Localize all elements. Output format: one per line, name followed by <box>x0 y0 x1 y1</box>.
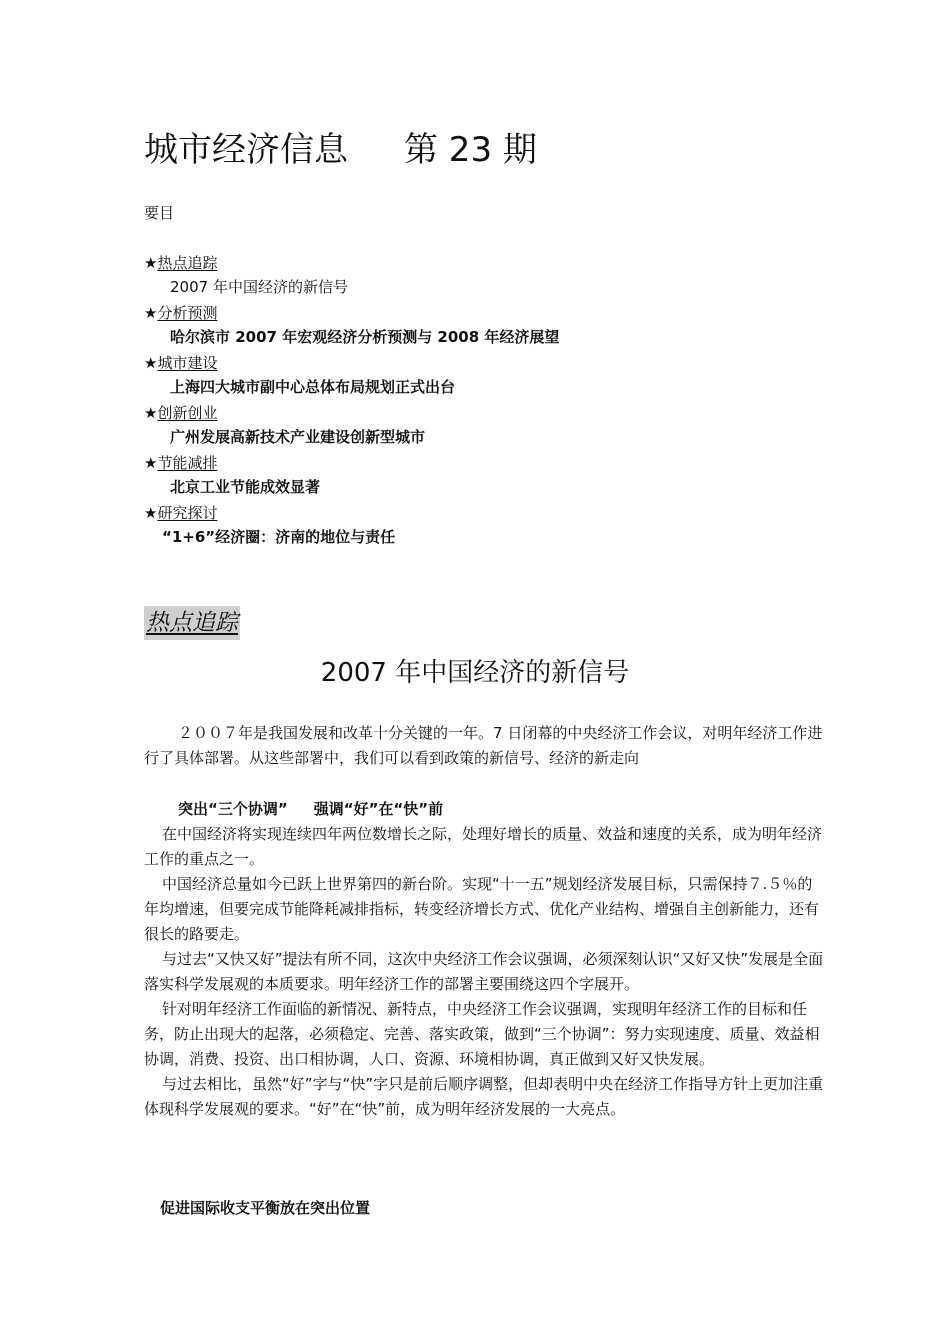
table-of-contents <box>144 251 824 551</box>
toc-category-link[interactable]: 城市建设 <box>157 354 218 372</box>
toc-category <box>144 501 824 525</box>
body-paragraph: 中国经济总量如今已跃上世界第四的新台阶。实现“十一五”规划经济发展目标，只需保持７.５％的年均增速，但要完成节能降耗减排指标，转变经济增长方式、优化产业结构、增强自主创新能力，还有很长的路要走。 <box>144 875 820 943</box>
toc-heading: 要目 <box>144 204 175 222</box>
body-paragraph: 针对明年经济工作面临的新情况、新特点，中央经济工作会议强调，实现明年经济工作的目标和任务，防止出现大的起落，必须稳定、完善、落实政策，做到“三个协调”：努力实现速度、质量、效益相协调，消费、投资、出口相协调，人口、资源、环境相协调，真正做到又好又快发展。 <box>144 1000 820 1068</box>
toc-entry-title: “1+6”经济圈：济南的地位与责任 <box>162 528 396 546</box>
article-title: 2007 年中国经济的新信号 <box>320 658 630 688</box>
toc-entry-title: 2007 年中国经济的新信号 <box>170 278 348 296</box>
toc-category <box>144 251 824 275</box>
star-icon: ★ <box>144 304 158 322</box>
body-paragraph: 与过去“又快又好”提法有所不同，这次中央经济工作会议强调，必须深刻认识“又好又快”发展是全面落实科学发展观的本质要求。明年经济工作的部署主要围绕这四个字展开。 <box>144 950 824 993</box>
toc-section-energy-saving <box>144 451 824 501</box>
subhead-part: 突出“三个协调” <box>178 800 288 818</box>
toc-category-link[interactable]: 研究探讨 <box>157 504 218 522</box>
toc-category <box>144 451 824 475</box>
toc-section-hot-topics <box>144 251 824 301</box>
toc-category <box>144 401 824 425</box>
body-paragraph: 与过去相比，虽然“好”字与“快”字只是前后顺序调整，但却表明中央在经济工作指导方针上更加注重体现科学发展观的要求。“好”在“快”前，成为明年经济发展的一大亮点。 <box>144 1075 824 1118</box>
lead-paragraph: ２００７年是我国发展和改革十分关键的一年。7 日闭幕的中央经济工作会议，对明年经济工作进行了具体部署。从这些部署中，我们可以看到政策的新信号、经济的新走向 <box>144 724 823 767</box>
star-icon: ★ <box>144 354 158 372</box>
toc-category-link[interactable]: 节能减排 <box>157 454 218 472</box>
star-icon: ★ <box>144 404 158 422</box>
article-body <box>144 822 824 1122</box>
article-subhead <box>178 797 443 822</box>
body-paragraph: 在中国经济将实现连续四年两位数增长之际，处理好增长的质量、效益和速度的关系，成为明年经济工作的重点之一。 <box>144 825 823 868</box>
toc-category <box>144 301 824 325</box>
toc-section-innovation <box>144 401 824 451</box>
toc-category-link[interactable]: 分析预测 <box>157 304 218 322</box>
masthead <box>144 128 537 172</box>
toc-entry-title: 广州发展高新技术产业建设创新型城市 <box>170 428 426 446</box>
toc-entry-title: 哈尔滨市 2007 年宏观经济分析预测与 2008 年经济展望 <box>170 328 560 346</box>
toc-section-research <box>144 501 824 551</box>
toc-entry-title: 北京工业节能成效显著 <box>170 478 321 496</box>
star-icon: ★ <box>144 454 158 472</box>
toc-section-urban-construction <box>144 351 824 401</box>
publication-title: 城市经济信息 <box>144 130 348 170</box>
toc-category-link[interactable]: 热点追踪 <box>157 254 218 272</box>
toc-category <box>144 351 824 375</box>
section-tag: 热点追踪 <box>144 606 240 640</box>
toc-category-link[interactable]: 创新创业 <box>157 404 218 422</box>
toc-entry-title: 上海四大城市副中心总体布局规划正式出台 <box>170 378 456 396</box>
article-lead <box>144 721 824 771</box>
issue-number: 第 23 期 <box>404 130 537 170</box>
star-icon: ★ <box>144 504 158 522</box>
article-subhead: 促进国际收支平衡放在突出位置 <box>160 1199 371 1217</box>
subhead-part: 强调“好”在“快”前 <box>313 800 444 818</box>
star-icon: ★ <box>144 254 158 272</box>
toc-section-analysis <box>144 301 824 351</box>
